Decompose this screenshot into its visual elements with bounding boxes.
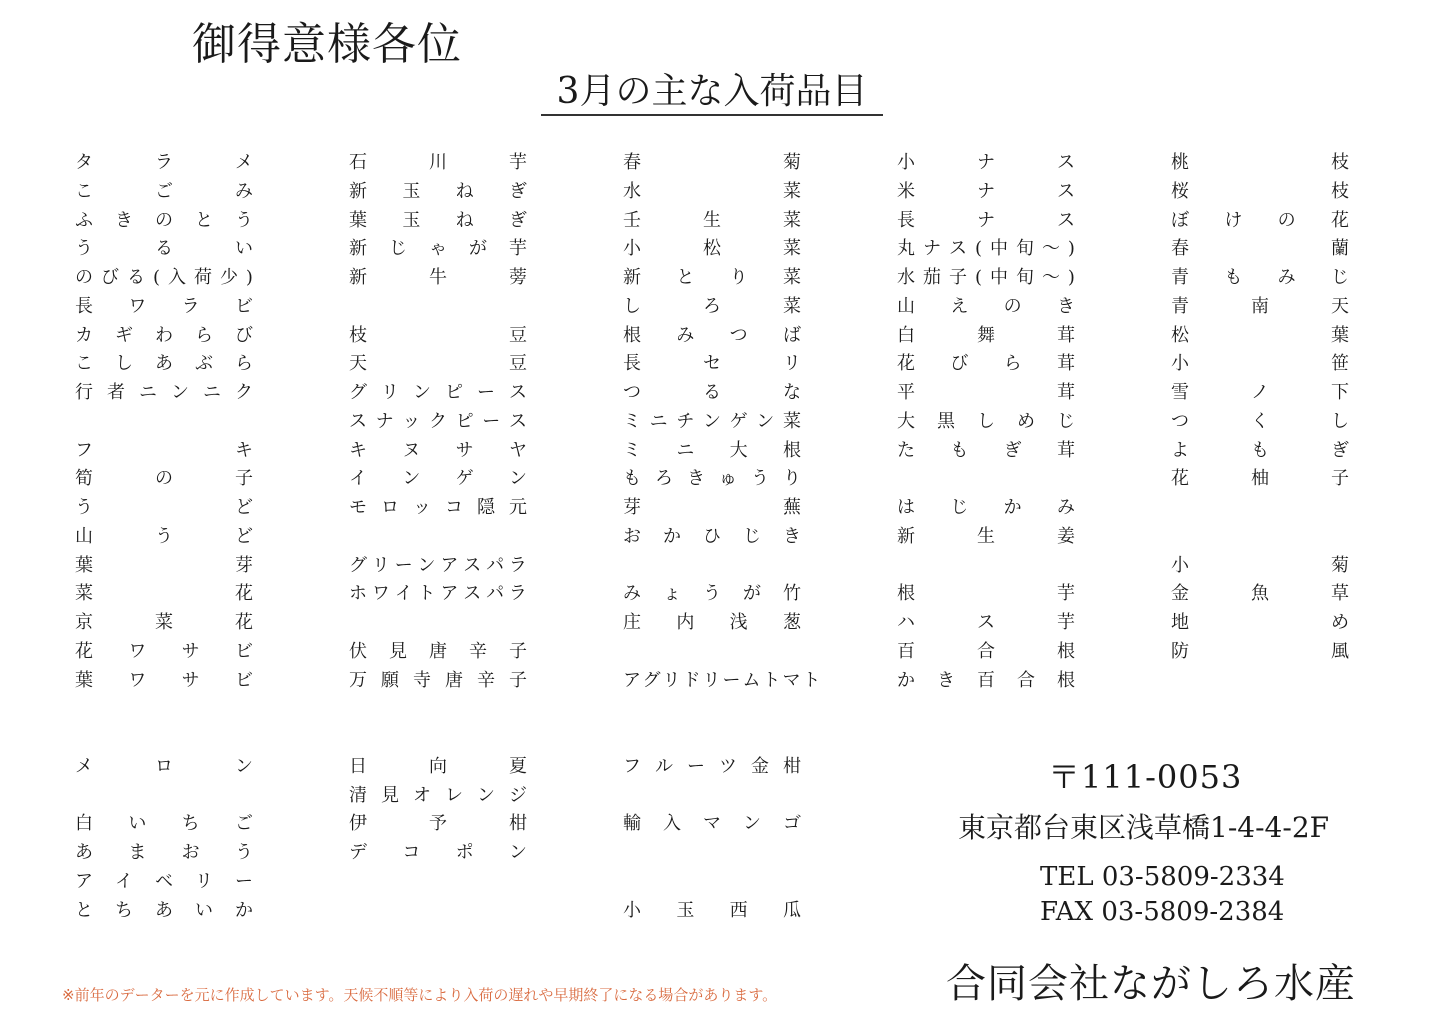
produce-item: タ ラ メ	[75, 152, 253, 173]
disclaimer-note: ※前年のデーターを元に作成しています。天候不順等により入荷の遅れや早期終了になる場合があります。	[62, 986, 778, 1004]
produce-item: 枝 豆	[349, 324, 527, 346]
produce-item: グ リ ー ン ア ス パ ラ	[349, 554, 527, 576]
produce-item: 芽 蕪	[623, 497, 801, 518]
produce-item: 雪 ノ 下	[1171, 382, 1349, 403]
produce-item: 百 合 根	[897, 640, 1075, 662]
produce-item: ホ ワ イ ト ア ス パ ラ	[349, 583, 527, 605]
produce-item: お か ひ じ き	[623, 525, 801, 547]
produce-item: 庄 内 浅 葱	[623, 612, 801, 633]
produce-item: 葉 玉 ね ぎ	[349, 209, 527, 231]
produce-item: 青 南 天	[1171, 295, 1349, 317]
produce-item: こ し あ ぶ ら	[75, 353, 253, 375]
produce-item: ふ き の と う	[75, 209, 253, 231]
produce-item: 白 い ち ご	[75, 813, 253, 835]
produce-item: は じ か み	[897, 497, 1075, 518]
produce-item: 小 笹	[1171, 353, 1349, 375]
produce-item: グ リ ン ピ ー ス	[349, 382, 527, 403]
produce-item: 筍 の 子	[75, 468, 253, 490]
produce-item: 長 ナ ス	[897, 209, 1075, 231]
produce-item: 山 う ど	[75, 525, 253, 547]
produce-item: ミ ニ 大 根	[623, 439, 801, 461]
produce-item: 日 向 夏	[349, 755, 527, 777]
produce-item: 山 え の き	[897, 295, 1075, 317]
company-name: 合同会社ながしろ水産	[946, 961, 1356, 1007]
produce-item: 壬 生 菜	[623, 209, 801, 231]
produce-item: ア イ ベ リ ー	[75, 870, 253, 892]
produce-item: た も ぎ 茸	[897, 439, 1075, 461]
produce-item: 春 蘭	[1171, 238, 1349, 260]
produce-item: 小 ナ ス	[897, 152, 1075, 173]
produce-item: 新 じ ゃ が 芋	[349, 238, 527, 260]
produce-item: 長 ワ ラ ビ	[75, 295, 253, 317]
produce-item: 米 ナ ス	[897, 180, 1075, 202]
produce-item: み ょ う が 竹	[623, 583, 801, 605]
produce-item: 防 風	[1171, 640, 1349, 662]
produce-item: 根 み つ ば	[623, 324, 801, 346]
produce-item: と ち あ い か	[75, 899, 253, 921]
postal-code: 〒111-0053	[1048, 758, 1243, 796]
produce-item: 新 と り 菜	[623, 267, 801, 288]
produce-item: カ ギ わ ら び	[75, 324, 253, 346]
produce-item: こ ご み	[75, 180, 253, 202]
produce-item: モ ロ ッ コ 隠 元	[349, 497, 527, 518]
produce-item: 白 舞 茸	[897, 324, 1075, 346]
produce-item: 花 び ら 茸	[897, 353, 1075, 375]
produce-item: 金 魚 草	[1171, 583, 1349, 605]
produce-item: 平 茸	[897, 382, 1075, 403]
company-address: 東京都台東区浅草橋1-4-4-2F	[958, 811, 1330, 844]
produce-item: 春 菊	[623, 152, 801, 173]
produce-item: ミ ニ チ ン ゲ ン 菜	[623, 410, 801, 432]
produce-item: よ も ぎ	[1171, 439, 1349, 461]
page-title: 3月の主な入荷品目	[541, 70, 883, 116]
produce-item: 小 玉 西 瓜	[623, 899, 801, 921]
produce-item: 花 柚 子	[1171, 468, 1349, 490]
produce-item: も ろ き ゅ う り	[623, 468, 801, 490]
produce-item: 新 生 姜	[897, 525, 1075, 547]
produce-item: 水 茄 子 ( 中 旬 ～ )	[897, 267, 1075, 288]
phone-number: TEL 03-5809-2334	[1040, 862, 1285, 892]
produce-item: アグリドリームトマト	[623, 669, 823, 691]
produce-item: 石 川 芋	[349, 152, 527, 173]
greeting-heading: 御得意様各位	[192, 19, 462, 70]
produce-item: 花 ワ サ ビ	[75, 640, 253, 662]
produce-item: デ コ ポ ン	[349, 842, 527, 863]
produce-item: 小 松 菜	[623, 238, 801, 260]
produce-item: 長 セ リ	[623, 353, 801, 375]
produce-item: か き 百 合 根	[897, 669, 1075, 691]
produce-item: う ど	[75, 497, 253, 518]
produce-item: 丸 ナ ス ( 中 旬 ～ )	[897, 238, 1075, 260]
produce-item: 地 め	[1171, 612, 1349, 633]
produce-item: 伊 予 柑	[349, 813, 527, 835]
produce-item: 桃 枝	[1171, 152, 1349, 173]
produce-item: の び る ( 入 荷 少 )	[75, 267, 253, 288]
produce-item: フ ル ー ツ 金 柑	[623, 755, 801, 777]
produce-item: 小 菊	[1171, 554, 1349, 576]
produce-item: 青 も み じ	[1171, 267, 1349, 288]
produce-item: 水 菜	[623, 180, 801, 202]
produce-item: 天 豆	[349, 353, 527, 375]
produce-item: う る い	[75, 238, 253, 260]
produce-item: あ ま お う	[75, 842, 253, 863]
produce-item: キ ヌ サ ヤ	[349, 439, 527, 461]
produce-item: ハ ス 芋	[897, 612, 1075, 633]
produce-item: 大 黒 し め じ	[897, 410, 1075, 432]
produce-item: 新 玉 ね ぎ	[349, 180, 527, 202]
produce-item: し ろ 菜	[623, 295, 801, 317]
produce-item: 葉 芽	[75, 554, 253, 576]
produce-item: メ ロ ン	[75, 755, 253, 777]
produce-item: 行 者 ニ ン ニ ク	[75, 382, 253, 403]
produce-item: 万 願 寺 唐 辛 子	[349, 669, 527, 691]
produce-item: つ る な	[623, 382, 801, 403]
produce-item: 京 菜 花	[75, 612, 253, 633]
produce-item: 松 葉	[1171, 324, 1349, 346]
produce-item: 清 見 オ レ ン ジ	[349, 784, 527, 806]
produce-item: 菜 花	[75, 583, 253, 605]
fax-number: FAX 03-5809-2384	[1040, 897, 1285, 927]
produce-item: 新 牛 蒡	[349, 267, 527, 288]
produce-item: イ ン ゲ ン	[349, 468, 527, 490]
produce-item: フ キ	[75, 439, 253, 461]
produce-item: ぼ け の 花	[1171, 209, 1349, 231]
produce-item: 根 芋	[897, 583, 1075, 605]
produce-item: 葉 ワ サ ビ	[75, 669, 253, 691]
produce-item: 桜 枝	[1171, 180, 1349, 202]
produce-item: 伏 見 唐 辛 子	[349, 640, 527, 662]
produce-item: ス ナ ッ ク ピ ー ス	[349, 410, 527, 432]
produce-item: つ く し	[1171, 410, 1349, 432]
produce-item: 輸 入 マ ン ゴ	[623, 813, 801, 835]
